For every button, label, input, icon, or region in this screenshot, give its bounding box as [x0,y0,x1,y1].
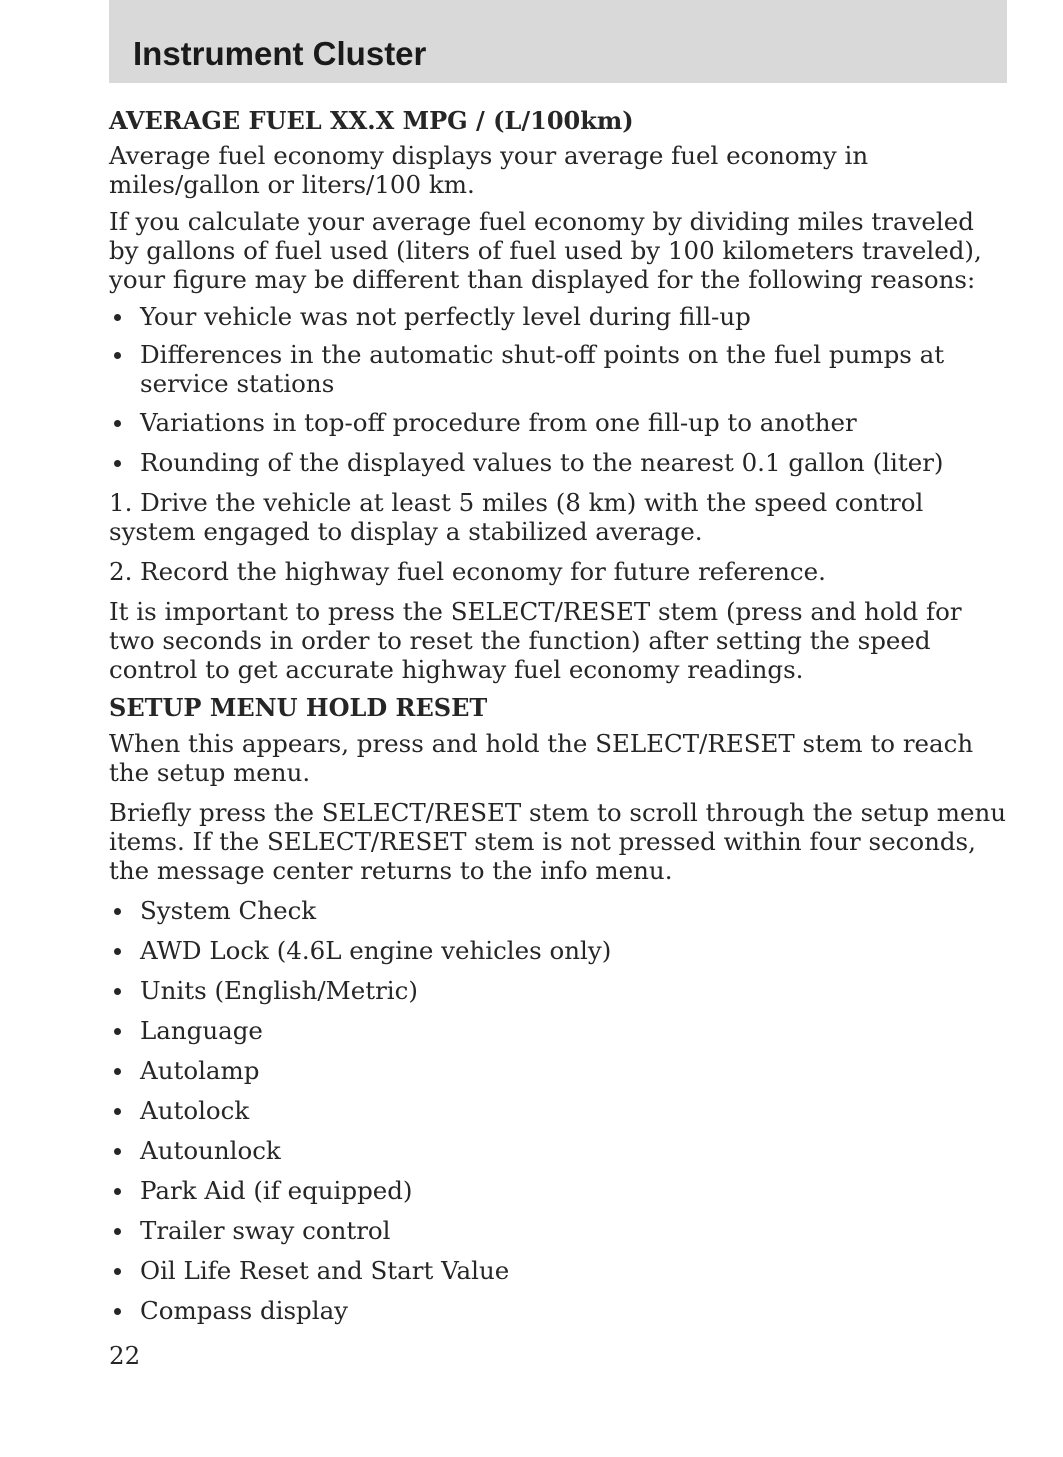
list-item: Language [109,1016,1007,1045]
list-item: Autolamp [109,1056,1007,1085]
list-item: Park Aid (if equipped) [109,1176,1007,1205]
reasons-list [109,302,1007,477]
step-1: 1. Drive the vehicle at least 5 miles (8 km) with the speed control system engaged to display a stabilized average. [109,488,924,546]
paragraph: When this appears, press and hold the SELECT/RESET stem to reach the setup menu. [109,729,974,787]
list-item: Autounlock [109,1136,1007,1165]
paragraph: Briefly press the SELECT/RESET stem to scroll through the setup menu items. If the SELECT/RESET stem is not pressed within four seconds, the message center returns to the info menu. [109,798,1007,885]
page-content [109,106,1007,1325]
paragraph: It is important to press the SELECT/RESET stem (press and hold for two seconds in order to reset the function) after setting the speed control to get accurate highway fuel economy readings. [109,597,962,684]
paragraph: Average fuel economy displays your average fuel economy in miles/gallon or liters/100 km. [109,141,869,199]
setup-menu-list [109,896,1007,1325]
step-2: 2. Record the highway fuel economy for future reference. [109,557,826,586]
section-heading-setup-menu: SETUP MENU HOLD RESET [109,693,488,722]
list-item: Units (English/Metric) [109,976,1007,1005]
list-item: Autolock [109,1096,1007,1125]
list-item: Differences in the automatic shut-off points on the fuel pumps at service stations [109,340,1007,398]
list-item: Variations in top-off procedure from one fill-up to another [109,408,1007,437]
list-item: Trailer sway control [109,1216,1007,1245]
list-item: Oil Life Reset and Start Value [109,1256,1007,1285]
section-heading-average-fuel: AVERAGE FUEL XX.X MPG / (L/100km) [109,106,634,135]
list-item: System Check [109,896,1007,925]
list-item: Your vehicle was not perfectly level during fill-up [109,302,1007,331]
list-item: Rounding of the displayed values to the nearest 0.1 gallon (liter) [109,448,1007,477]
paragraph: If you calculate your average fuel economy by dividing miles traveled by gallons of fuel used (liters of fuel used by 100 kilometers traveled), your figure may be different than displayed for the following reasons: [109,207,982,294]
list-item: Compass display [109,1296,1007,1325]
header-bar [109,0,1007,83]
list-item: AWD Lock (4.6L engine vehicles only) [109,936,1007,965]
page-number: 22 [109,1341,141,1370]
page-title: Instrument Cluster [133,35,427,72]
